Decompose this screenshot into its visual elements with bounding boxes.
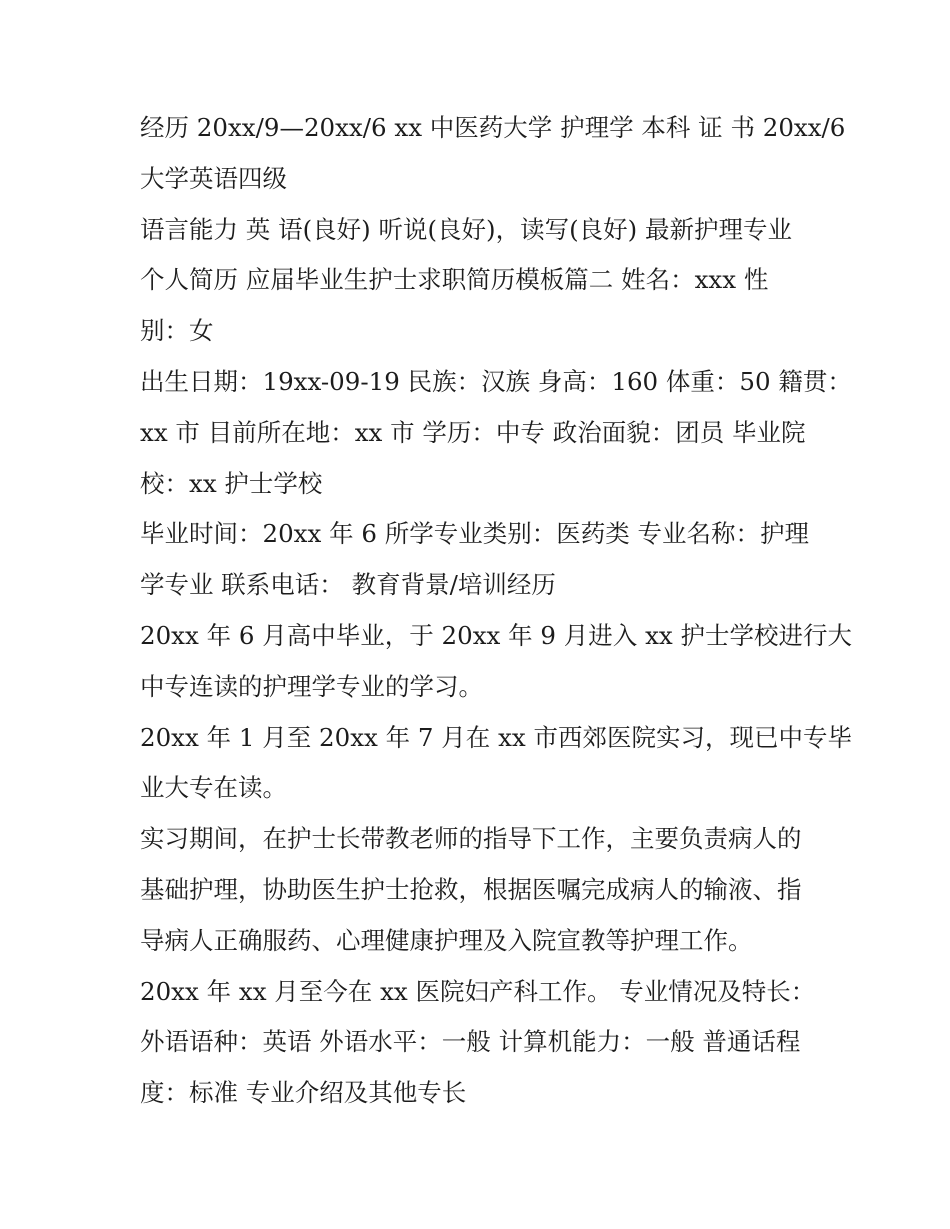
document-body — [140, 103, 853, 1119]
text-line: 实习期间，在护士长带教老师的指导下工作，主要负责病人的 — [140, 824, 802, 854]
text-line: 外语语种：英语 外语水平：一般 计算机能力：一般 普通话程 — [140, 1027, 801, 1057]
text-line: 别：女 — [140, 316, 214, 346]
text-line: 校：xx 护士学校 — [140, 468, 323, 498]
text-line: 20xx 年 6 月高中毕业，于 20xx 年 9 月进入 xx 护士学校进行大 — [140, 620, 853, 650]
text-line: 度：标准 专业介绍及其他专长 — [140, 1078, 467, 1108]
text-line: 毕业时间：20xx 年 6 所学专业类别：医药类 专业名称：护理 — [140, 519, 810, 549]
text-line: 个人简历 应届毕业生护士求职简历模板篇二 姓名：xxx 性 — [140, 265, 769, 295]
text-line: 中专连读的护理学专业的学习。 — [140, 671, 483, 701]
text-line: 导病人正确服药、心理健康护理及入院宣教等护理工作。 — [140, 925, 753, 955]
text-line: 业大专在读。 — [140, 773, 287, 803]
text-line: 基础护理，协助医生护士抢救，根据医嘱完成病人的输液、指 — [140, 874, 802, 904]
text-line: 出生日期：19xx-09-19 民族：汉族 身高：160 体重：50 籍贯： — [140, 366, 852, 396]
text-line: 大学英语四级 — [140, 163, 287, 193]
text-line: 20xx 年 1 月至 20xx 年 7 月在 xx 市西郊医院实习，现已中专毕 — [140, 722, 853, 752]
text-line: 经历 20xx/9—20xx/6 xx 中医药大学 护理学 本科 证 书 20xx/6 — [140, 113, 846, 142]
text-line: 语言能力 英 语(良好) 听说(良好)，读写(良好) 最新护理专业 — [140, 214, 792, 244]
text-line: 20xx 年 xx 月至今在 xx 医院妇产科工作。 专业情况及特长： — [140, 976, 816, 1006]
text-line: xx 市 目前所在地：xx 市 学历：中专 政治面貌：团员 毕业院 — [140, 417, 806, 447]
text-line: 学专业 联系电话： 教育背景/培训经历 — [140, 570, 556, 600]
